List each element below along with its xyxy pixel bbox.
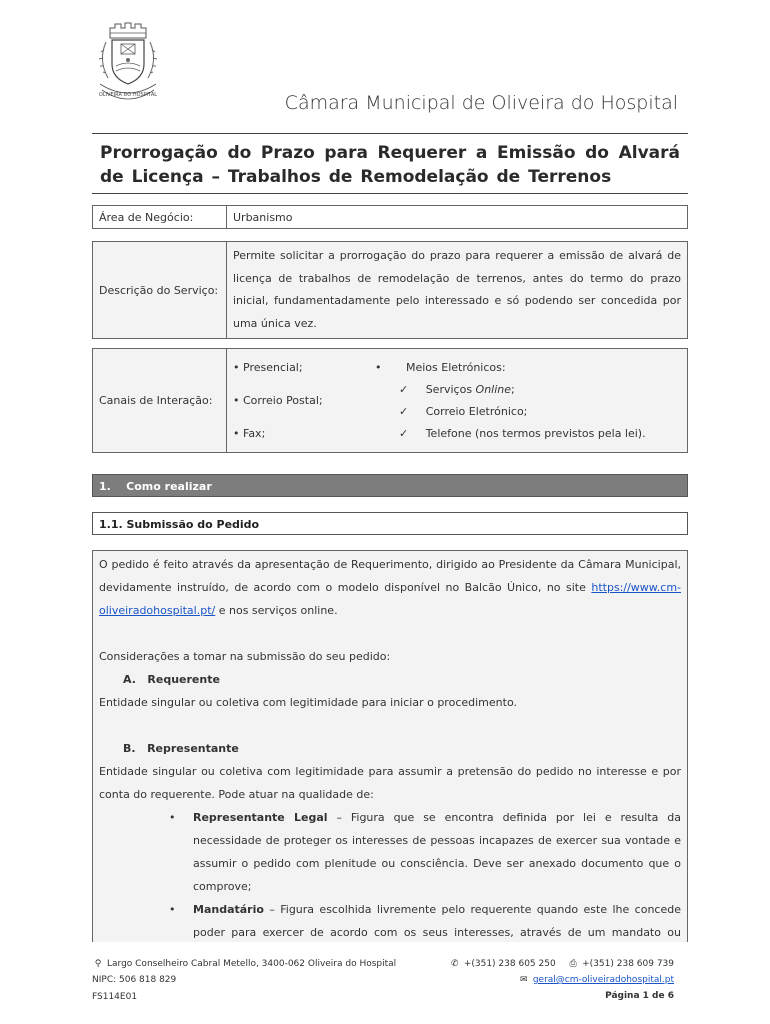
area-value: Urbanismo — [227, 206, 688, 229]
intro-paragraph: O pedido é feito através da apresentação de Requerimento, dirigido ao Presidente da Câmara Municipal, devidamente instruído, de acordo com o modelo disponível no Balcão Único, no site https://www.cm-oliveiradohospital.pt/ e nos serviços online. — [99, 558, 681, 617]
phone-icon: ✆ — [451, 959, 459, 969]
canais-table — [92, 348, 688, 453]
representante-text: Entidade singular ou coletiva com legitimidade para assumir a pretensão do pedido no interesse e por conta do requerente. Pode atuar na qualidade de: — [99, 765, 681, 801]
svg-text:OLIVEIRA DO HOSPITAL: OLIVEIRA DO HOSPITAL — [98, 92, 158, 98]
footer-contacts: ✆ +(351) 238 605 250 ⎙ +(351) 238 609 739 — [449, 956, 674, 972]
area-label: Área de Negócio: — [93, 206, 227, 229]
document-title: Prorrogação do Prazo para Requerer a Emissão do Alvará de Licença – Trabalhos de Remodelação de Terrenos — [100, 143, 680, 187]
page-footer — [92, 952, 688, 1012]
canais-content — [227, 349, 688, 453]
page-number: Página 1 de 6 — [605, 991, 674, 1001]
canal-meios-eletronicos: • Meios Eletrónicos: — [375, 360, 506, 374]
canal-correio-eletronico: ✓ Correio Eletrónico; — [399, 404, 528, 418]
canal-correio-postal: • Correio Postal; — [233, 393, 323, 407]
email-icon: ✉ — [520, 975, 528, 985]
canal-presencial: • Presencial; — [233, 360, 303, 374]
descricao-value: Permite solicitar a prorrogação do prazo para requerer a emissão de alvará de licença de trabalhos de remodelação de terrenos, antes do termo do prazo inicial, fundamentadamente pelo interessado e só podendo ser concedida por uma única vez. — [227, 242, 688, 339]
organization-name: Câmara Municipal de Oliveira do Hospital — [284, 92, 678, 114]
requerente-text: Entidade singular ou coletiva com legitimidade para iniciar o procedimento. — [99, 696, 517, 709]
check-icon: ✓ — [399, 404, 409, 418]
check-icon: ✓ — [399, 382, 409, 396]
descricao-label: Descrição do Serviço: — [93, 242, 227, 339]
footer-email — [449, 972, 674, 988]
coat-of-arms-icon — [88, 20, 168, 102]
list-item: • Mandatário – Figura escolhida livremente pelo requerente quando este lhe concede poder para exercer de acordo com os seus interesses, através de um mandato ou — [169, 903, 681, 939]
fax-icon: ⎙ — [569, 959, 577, 969]
location-pin-icon: ⚲ — [94, 959, 102, 969]
canal-fax: • Fax; — [233, 426, 266, 440]
footer-nipc: NIPC: 506 818 829 — [92, 975, 177, 985]
canal-telefone: ✓ Telefone (nos termos previstos pela lei). — [399, 426, 646, 440]
check-icon: ✓ — [399, 426, 409, 440]
municipal-crest — [88, 20, 168, 102]
descricao-table — [92, 241, 688, 339]
area-table — [92, 205, 688, 229]
list-item: • Representante Legal – Figura que se encontra definida por lei e resulta da necessidade de proteger os interesses de pessoas incapazes de exercer sua vontade e assumir o pedido com plenitude ou consciência. Deve ser anexado documento que o comprove; — [169, 811, 681, 893]
section-heading-como-realizar: 1. Como realizar — [92, 474, 688, 497]
email-link[interactable]: geral@cm-oliveiradohospital.pt — [532, 975, 674, 985]
requerente-heading: A. Requerente — [123, 673, 220, 686]
subsection-heading-submissao: 1.1. Submissão do Pedido — [92, 512, 688, 535]
footer-address: ⚲ Largo Conselheiro Cabral Metello, 3400-062 Oliveira do Hospital — [92, 956, 396, 972]
document-title-block — [92, 133, 688, 194]
consideracoes-text: Considerações a tomar na submissão do seu pedido: — [99, 650, 391, 663]
form-code: FS114E01 — [92, 992, 138, 1002]
representante-heading: B. Representante — [123, 742, 239, 755]
canal-servicos-online: ✓ Serviços Online; — [399, 382, 515, 396]
balcao-unico-link[interactable]: https://www.cm-oliveiradohospital.pt/ — [99, 581, 681, 617]
submissao-content — [92, 550, 688, 942]
canais-label: Canais de Interação: — [93, 349, 227, 453]
